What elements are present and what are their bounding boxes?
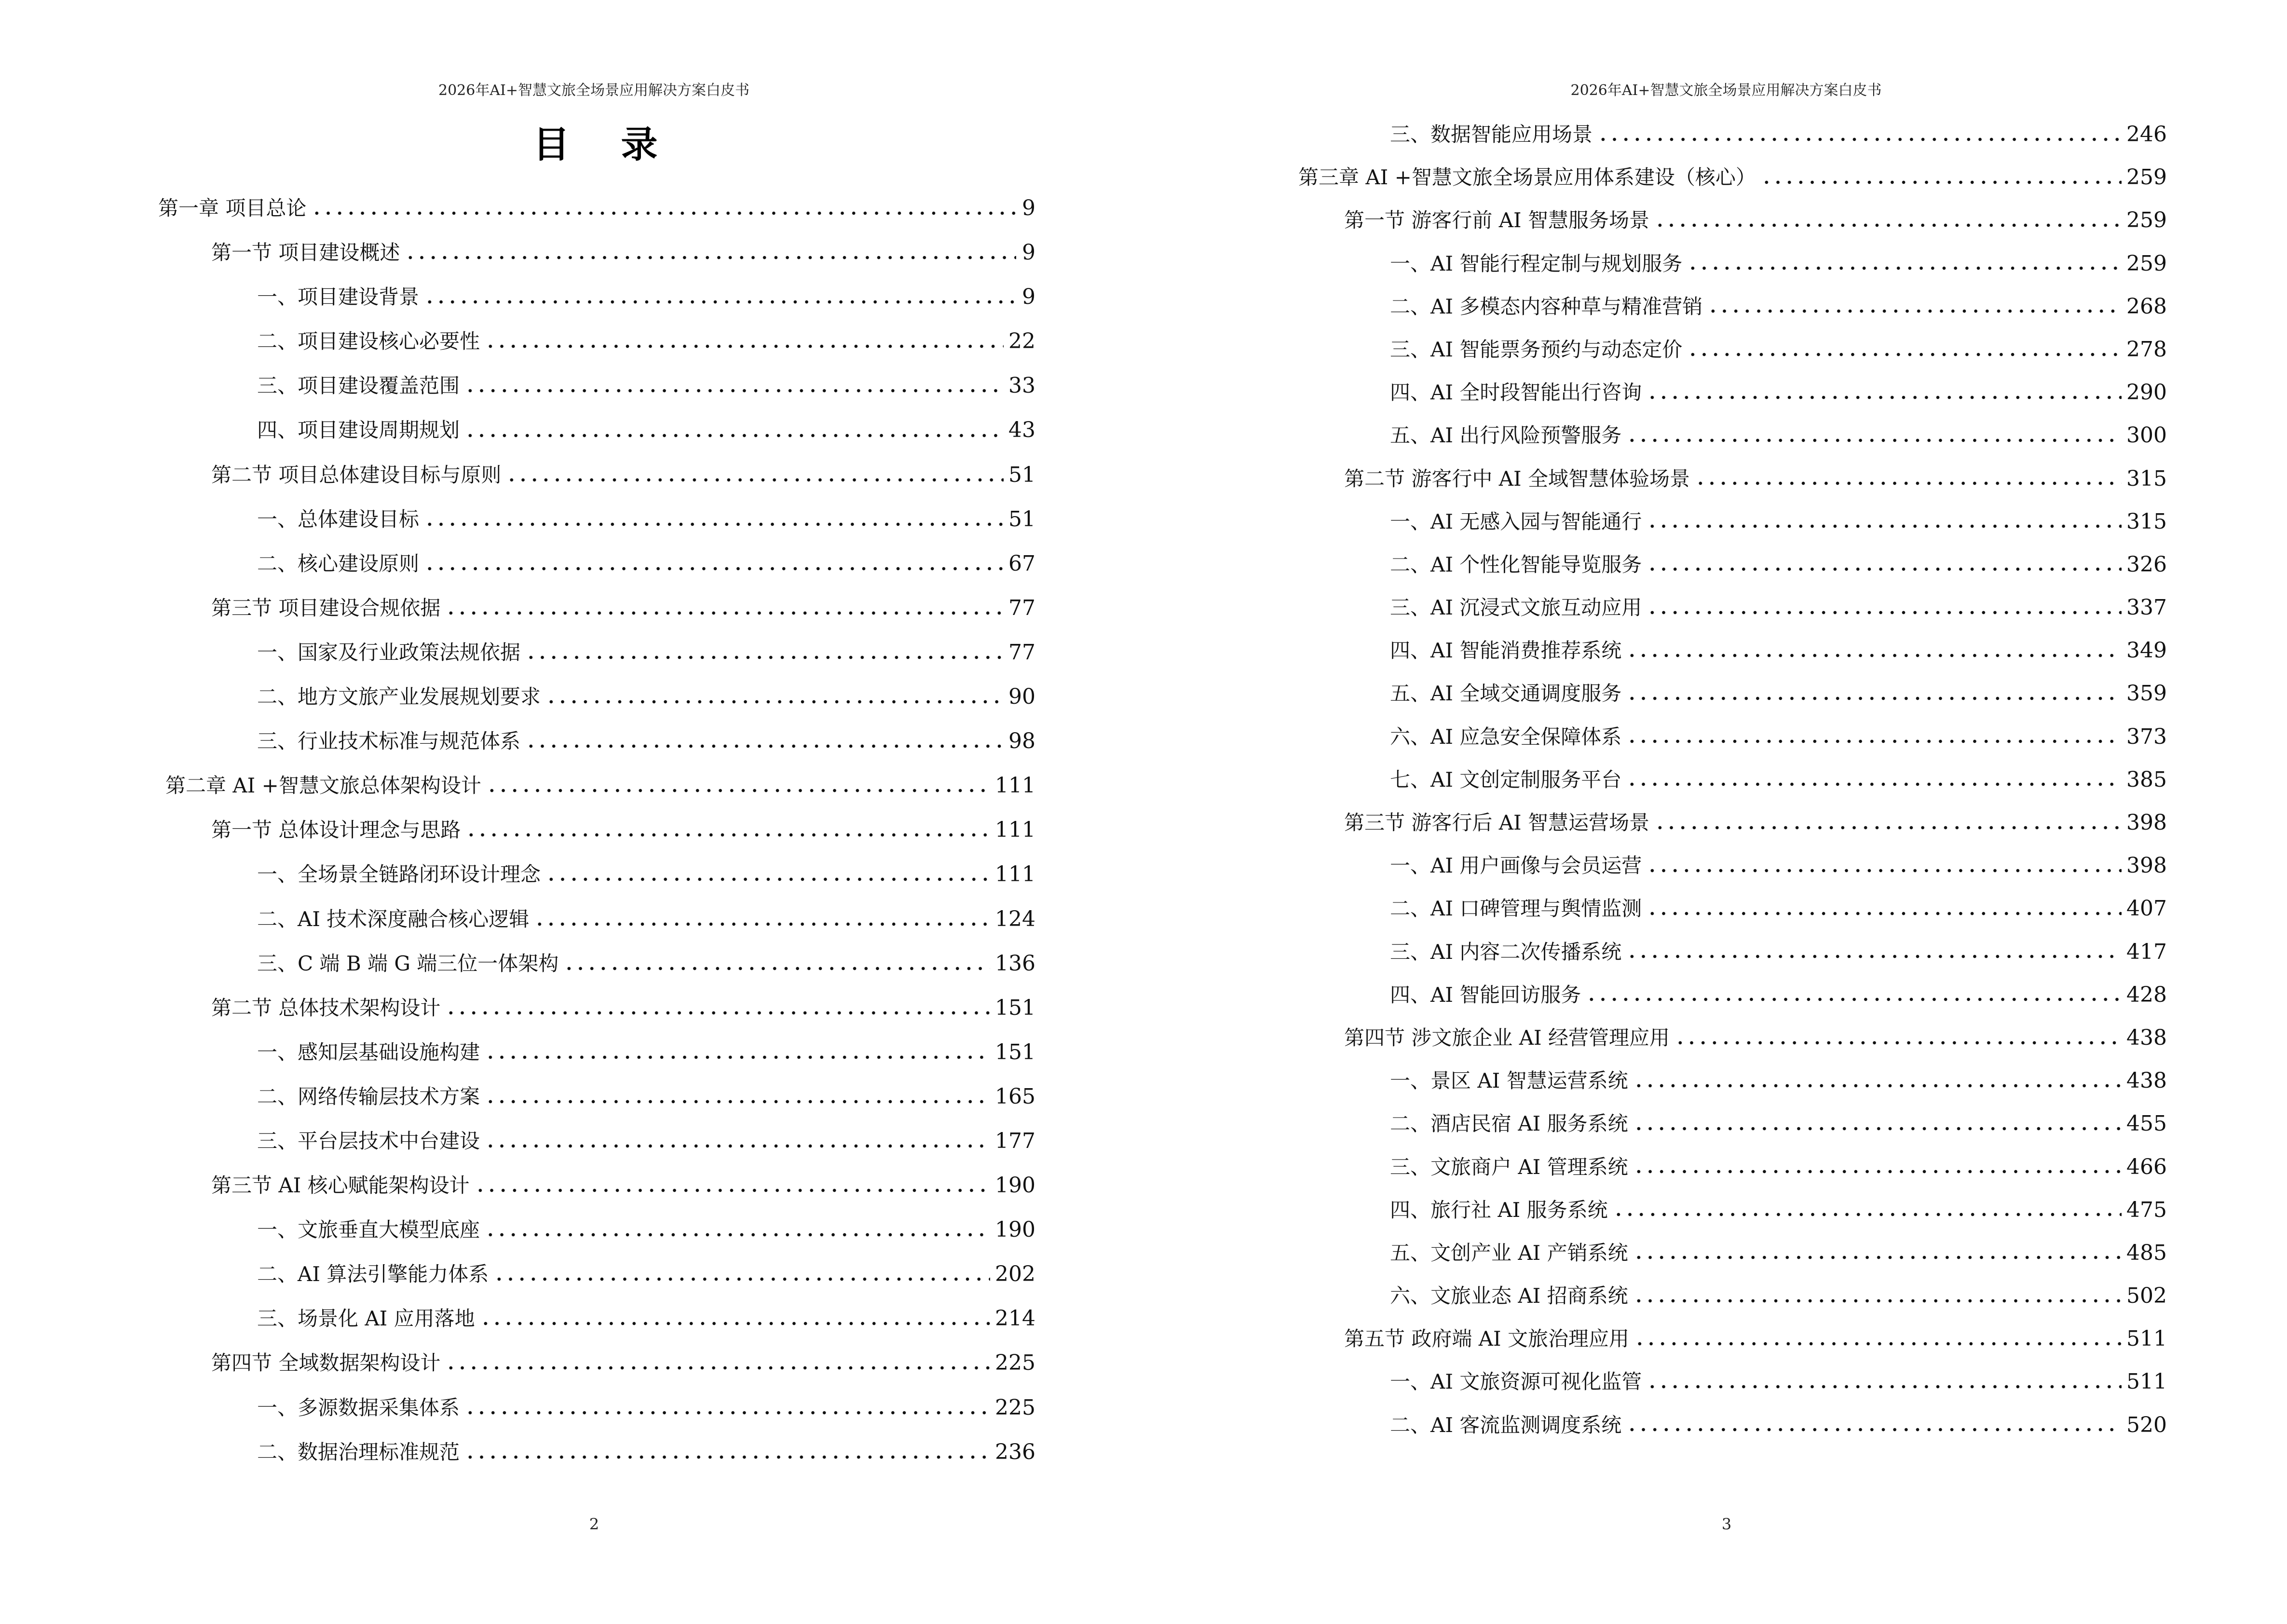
- toc-subsection-entry[interactable]: [1298, 1188, 2167, 1231]
- toc-subsection-entry[interactable]: [1298, 414, 2167, 457]
- toc-entry-label[interactable]: 第一节 项目建设概述: [211, 241, 400, 265]
- dot-leader: [534, 922, 990, 927]
- toc-page-number[interactable]: 111: [995, 818, 1035, 843]
- dot-leader: [485, 1144, 990, 1148]
- toc-entry-label[interactable]: 二、项目建设核心必要性: [257, 329, 480, 354]
- dot-leader: [1626, 653, 2122, 658]
- toc-entry-label[interactable]: 第一章 项目总论: [158, 196, 307, 220]
- toc-subsection-entry[interactable]: [158, 1296, 1035, 1341]
- toc-entry-label[interactable]: 二、AI 算法引擎能力体系: [257, 1262, 489, 1286]
- toc-subsection-entry[interactable]: [1298, 1231, 2167, 1274]
- toc-page-number[interactable]: 190: [995, 1217, 1035, 1242]
- toc-entry-label[interactable]: 六、AI 应急安全保障体系: [1390, 724, 1622, 749]
- toc-entry-label[interactable]: 三、文旅商户 AI 管理系统: [1390, 1155, 1628, 1179]
- toc-page-number[interactable]: 51: [1008, 506, 1035, 532]
- toc-entry-label[interactable]: 第三节 项目建设合规依据: [211, 596, 441, 620]
- toc-page-number[interactable]: 225: [995, 1351, 1035, 1376]
- dot-leader: [525, 655, 1004, 660]
- toc-list: [1298, 113, 2167, 1447]
- toc-entry-label[interactable]: 第二章 AI +智慧文旅总体架构设计: [165, 774, 481, 798]
- dot-leader: [445, 611, 1004, 615]
- toc-entry-label[interactable]: 四、项目建设周期规划: [257, 418, 460, 442]
- dot-leader: [1647, 1384, 2122, 1389]
- toc-subsection-entry[interactable]: [1298, 500, 2167, 543]
- toc-subsection-entry[interactable]: [158, 275, 1035, 319]
- toc-entry-label[interactable]: 一、文旅垂直大模型底座: [257, 1218, 480, 1242]
- toc-page-number[interactable]: 259: [2126, 165, 2167, 190]
- toc-page-number[interactable]: 259: [2126, 251, 2167, 276]
- toc-entry-label[interactable]: 第三节 AI 核心赋能架构设计: [211, 1174, 470, 1198]
- dot-leader: [485, 1099, 990, 1104]
- toc-entry-label[interactable]: 五、AI 出行风险预警服务: [1390, 423, 1622, 448]
- toc-entry-label[interactable]: 第二节 游客行中 AI 全域智慧体验场景: [1344, 466, 1690, 491]
- toc-subsection-entry[interactable]: [158, 630, 1035, 675]
- toc-section-entry[interactable]: [158, 1341, 1035, 1385]
- toc-entry-label[interactable]: 二、酒店民宿 AI 服务系统: [1390, 1112, 1628, 1136]
- toc-subsection-entry[interactable]: [158, 542, 1035, 586]
- page-right: [1144, 0, 2287, 1624]
- toc-page-number[interactable]: 485: [2126, 1240, 2167, 1265]
- dot-leader: [424, 300, 1016, 304]
- dot-leader: [1626, 438, 2122, 443]
- toc-entry-label[interactable]: 第四节 全域数据架构设计: [211, 1351, 441, 1375]
- toc-entry-label[interactable]: 二、网络传输层技术方案: [257, 1084, 480, 1108]
- dot-leader: [1626, 739, 2122, 744]
- toc-entry-label[interactable]: 一、景区 AI 智慧运营系统: [1390, 1069, 1628, 1093]
- toc-entry-label[interactable]: 第三章 AI +智慧文旅全场景应用体系建设（核心）: [1298, 165, 1756, 190]
- dot-leader: [1597, 137, 2122, 142]
- toc-entry-label[interactable]: 二、AI 多模态内容种草与精准营销: [1390, 294, 1703, 318]
- toc-entry-label[interactable]: 七、AI 文创定制服务平台: [1390, 767, 1622, 792]
- toc-subsection-entry[interactable]: [1298, 672, 2167, 715]
- toc-subsection-entry[interactable]: [1298, 371, 2167, 414]
- toc-page-number[interactable]: 77: [1008, 595, 1035, 620]
- toc-page-number[interactable]: 225: [995, 1395, 1035, 1420]
- toc-page-number[interactable]: 77: [1008, 640, 1035, 665]
- toc-entry-label[interactable]: 四、AI 智能回访服务: [1390, 983, 1581, 1007]
- dot-leader: [1626, 1427, 2122, 1432]
- toc-page-number[interactable]: 214: [995, 1306, 1035, 1331]
- toc-subsection-entry[interactable]: [158, 942, 1035, 986]
- toc-subsection-entry[interactable]: [158, 897, 1035, 942]
- dot-leader: [424, 522, 1004, 527]
- toc-entry-label[interactable]: 第四节 涉文旅企业 AI 经营管理应用: [1344, 1025, 1670, 1050]
- dot-leader: [1687, 266, 2122, 271]
- toc-page-number[interactable]: 90: [1008, 684, 1035, 710]
- toc-subsection-entry[interactable]: [1298, 973, 2167, 1016]
- toc-subsection-entry[interactable]: [1298, 285, 2167, 328]
- toc-entry-label[interactable]: 四、AI 智能消费推荐系统: [1390, 639, 1622, 663]
- toc-entry-label[interactable]: 二、数据治理标准规范: [257, 1440, 460, 1464]
- toc-entry-label[interactable]: 第一节 游客行前 AI 智慧服务场景: [1344, 208, 1649, 232]
- toc-page-number[interactable]: 398: [2126, 810, 2167, 835]
- toc-page-number[interactable]: 385: [2126, 767, 2167, 792]
- toc-subsection-entry[interactable]: [1298, 328, 2167, 371]
- toc-entry-label[interactable]: 二、地方文旅产业发展规划要求: [257, 685, 541, 709]
- dot-leader: [1647, 567, 2122, 572]
- dot-leader: [1674, 1040, 2122, 1045]
- dot-leader: [480, 1321, 990, 1326]
- toc-subsection-entry[interactable]: [158, 364, 1035, 408]
- toc-subsection-entry[interactable]: [158, 319, 1035, 364]
- toc-page-number[interactable]: 438: [2126, 1068, 2167, 1093]
- toc-page-number[interactable]: 475: [2126, 1197, 2167, 1222]
- dot-leader: [311, 211, 1016, 216]
- toc-page-number[interactable]: 268: [2126, 294, 2167, 319]
- toc-page-number[interactable]: 236: [995, 1439, 1035, 1464]
- dot-leader: [464, 1455, 990, 1460]
- toc-subsection-entry[interactable]: [158, 1252, 1035, 1296]
- toc-page-number[interactable]: 398: [2126, 853, 2167, 878]
- toc-page-number[interactable]: 520: [2126, 1412, 2167, 1437]
- toc-entry-label[interactable]: 三、平台层技术中台建设: [257, 1129, 480, 1153]
- toc-entry-label[interactable]: 一、总体建设目标: [257, 507, 420, 531]
- toc-subsection-entry[interactable]: [158, 852, 1035, 897]
- dot-leader: [1626, 782, 2122, 787]
- dot-leader: [464, 388, 1004, 393]
- toc-page-number[interactable]: 511: [2126, 1326, 2167, 1351]
- dot-leader: [563, 966, 990, 971]
- toc-entry-label[interactable]: 一、项目建设背景: [257, 285, 420, 309]
- toc-subsection-entry[interactable]: [1298, 758, 2167, 801]
- toc-subsection-entry[interactable]: [158, 1119, 1035, 1163]
- dot-leader: [1633, 1126, 2122, 1131]
- toc-page-number[interactable]: 51: [1008, 462, 1035, 487]
- toc-subsection-entry[interactable]: [158, 1430, 1035, 1474]
- dot-leader: [485, 1232, 990, 1237]
- toc-subsection-entry[interactable]: [1298, 844, 2167, 887]
- toc-entry-label[interactable]: 二、AI 客流监测调度系统: [1390, 1413, 1622, 1437]
- toc-page-number[interactable]: 151: [995, 1039, 1035, 1064]
- dot-leader: [1647, 395, 2122, 400]
- dot-leader: [1626, 954, 2122, 959]
- toc-entry-label[interactable]: 一、全场景全链路闭环设计理念: [257, 862, 541, 887]
- toc-subsection-entry[interactable]: [1298, 1102, 2167, 1145]
- toc-page-number[interactable]: 190: [995, 1173, 1035, 1198]
- toc-page-number[interactable]: 259: [2126, 208, 2167, 233]
- toc-page-number[interactable]: 9: [1022, 240, 1035, 265]
- toc-page-number[interactable]: 43: [1008, 418, 1035, 443]
- toc-entry-label[interactable]: 二、AI 技术深度融合核心逻辑: [257, 907, 530, 931]
- dot-leader: [1633, 1298, 2122, 1303]
- toc-entry-label[interactable]: 一、AI 智能行程定制与规划服务: [1390, 251, 1683, 275]
- toc-section-entry[interactable]: [1298, 199, 2167, 242]
- toc-subsection-entry[interactable]: [1298, 629, 2167, 672]
- toc-page-number[interactable]: 290: [2126, 380, 2167, 405]
- toc-page-number[interactable]: 33: [1008, 373, 1035, 398]
- toc-subsection-entry[interactable]: [1298, 113, 2167, 156]
- toc-page-number[interactable]: 315: [2126, 509, 2167, 534]
- dot-leader: [485, 1055, 990, 1060]
- toc-page-number[interactable]: 202: [995, 1262, 1035, 1287]
- toc-subsection-entry[interactable]: [158, 408, 1035, 452]
- toc-section-entry[interactable]: [1298, 1016, 2167, 1059]
- toc-page-number[interactable]: 502: [2126, 1283, 2167, 1309]
- toc-section-entry[interactable]: [1298, 1317, 2167, 1360]
- toc-entry-label[interactable]: 五、AI 全域交通调度服务: [1390, 682, 1622, 706]
- toc-page-number[interactable]: 136: [995, 951, 1035, 976]
- dot-leader: [1633, 1083, 2122, 1088]
- toc-entry-label[interactable]: 第一节 总体设计理念与思路: [211, 818, 461, 842]
- toc-page-number[interactable]: 315: [2126, 466, 2167, 491]
- dot-leader: [445, 1010, 990, 1015]
- toc-entry-label[interactable]: 一、感知层基础设施构建: [257, 1040, 480, 1064]
- dot-leader: [1687, 352, 2122, 357]
- toc-section-entry[interactable]: [158, 231, 1035, 275]
- dot-leader: [1761, 180, 2122, 185]
- dot-leader: [1654, 223, 2122, 228]
- toc-page-number[interactable]: 177: [995, 1128, 1035, 1153]
- toc-page-number[interactable]: 246: [2126, 122, 2167, 147]
- toc-subsection-entry[interactable]: [1298, 1404, 2167, 1447]
- toc-subsection-entry[interactable]: [1298, 887, 2167, 930]
- toc-entry-label[interactable]: 一、国家及行业政策法规依据: [257, 640, 521, 664]
- toc-title: 目 录: [533, 123, 677, 166]
- toc-page-number[interactable]: 349: [2126, 638, 2167, 663]
- toc-entry-label[interactable]: 第五节 政府端 AI 文旅治理应用: [1344, 1327, 1629, 1351]
- toc-page-number[interactable]: 98: [1008, 729, 1035, 754]
- toc-chapter-entry[interactable]: [158, 764, 1035, 808]
- dot-leader: [545, 699, 1004, 704]
- toc-page-number[interactable]: 278: [2126, 337, 2167, 362]
- dot-leader: [1695, 481, 2122, 486]
- toc-entry-label[interactable]: 二、核心建设原则: [257, 551, 420, 575]
- toc-entry-label[interactable]: 三、AI 内容二次传播系统: [1390, 940, 1622, 964]
- toc-entry-label[interactable]: 六、文旅业态 AI 招商系统: [1390, 1284, 1628, 1308]
- toc-subsection-entry[interactable]: [158, 1208, 1035, 1252]
- toc-subsection-entry[interactable]: [158, 719, 1035, 764]
- toc-entry-label[interactable]: 三、数据智能应用场景: [1390, 123, 1593, 146]
- toc-page-number[interactable]: 511: [2126, 1369, 2167, 1394]
- toc-entry-label[interactable]: 三、行业技术标准与规范体系: [257, 729, 521, 753]
- dot-leader: [493, 1277, 990, 1282]
- toc-page-number[interactable]: 67: [1008, 551, 1035, 576]
- dot-leader: [1633, 1255, 2122, 1260]
- toc-entry-label[interactable]: 第二节 项目总体建设目标与原则: [211, 463, 502, 487]
- toc-entry-label[interactable]: 三、项目建设覆盖范围: [257, 374, 460, 398]
- toc-subsection-entry[interactable]: [1298, 1360, 2167, 1403]
- toc-page-number[interactable]: 466: [2126, 1154, 2167, 1179]
- toc-list: [158, 186, 1035, 1474]
- dot-leader: [465, 832, 990, 837]
- dot-leader: [475, 1188, 990, 1193]
- toc-page-number[interactable]: 438: [2126, 1025, 2167, 1050]
- toc-subsection-entry[interactable]: [158, 1386, 1035, 1430]
- toc-entry-label[interactable]: 一、AI 文旅资源可视化监管: [1390, 1370, 1642, 1394]
- dot-leader: [1633, 1169, 2122, 1174]
- dot-leader: [1626, 696, 2122, 701]
- toc-page-number[interactable]: 373: [2126, 724, 2167, 749]
- toc-entry-label[interactable]: 五、文创产业 AI 产销系统: [1390, 1241, 1628, 1265]
- toc-entry-label[interactable]: 三、C 端 B 端 G 端三位一体架构: [257, 951, 559, 975]
- toc-section-entry[interactable]: [158, 986, 1035, 1030]
- toc-page-number[interactable]: 337: [2126, 595, 2167, 620]
- toc-subsection-entry[interactable]: [158, 1075, 1035, 1119]
- toc-entry-label[interactable]: 一、多源数据采集体系: [257, 1395, 460, 1419]
- toc-subsection-entry[interactable]: [1298, 242, 2167, 285]
- toc-entry-label[interactable]: 四、旅行社 AI 服务系统: [1390, 1198, 1608, 1222]
- dot-leader: [486, 788, 990, 793]
- dot-leader: [485, 344, 1004, 349]
- toc-page-number[interactable]: 417: [2126, 939, 2167, 964]
- page-number: 2: [589, 1515, 599, 1533]
- running-header: 2026年AI+智慧文旅全场景应用解决方案白皮书: [1570, 82, 1882, 99]
- toc-subsection-entry[interactable]: [1298, 1146, 2167, 1188]
- toc-page-number[interactable]: 428: [2126, 982, 2167, 1007]
- toc-chapter-entry[interactable]: [1298, 156, 2167, 199]
- toc-subsection-entry[interactable]: [1298, 1059, 2167, 1102]
- toc-entry-label[interactable]: 一、AI 无感入园与智能通行: [1390, 509, 1642, 533]
- toc-page-number[interactable]: 111: [995, 862, 1035, 887]
- toc-page-number[interactable]: 9: [1022, 196, 1035, 220]
- dot-leader: [464, 433, 1004, 438]
- page-number: 3: [1721, 1515, 1732, 1533]
- dot-leader: [1647, 911, 2122, 916]
- toc-subsection-entry[interactable]: [1298, 543, 2167, 586]
- toc-page-number[interactable]: 9: [1022, 285, 1035, 310]
- dot-leader: [464, 1410, 990, 1415]
- toc-entry-label[interactable]: 第三节 游客行后 AI 智慧运营场景: [1344, 811, 1649, 834]
- dot-leader: [545, 877, 990, 882]
- toc-page-number[interactable]: 22: [1008, 329, 1035, 354]
- running-header: 2026年AI+智慧文旅全场景应用解决方案白皮书: [438, 82, 749, 99]
- dot-leader: [405, 255, 1016, 260]
- dot-leader: [1654, 825, 2122, 830]
- toc-entry-label[interactable]: 第二节 总体技术架构设计: [211, 996, 441, 1020]
- toc-section-entry[interactable]: [158, 808, 1035, 852]
- dot-leader: [525, 744, 1004, 749]
- toc-subsection-entry[interactable]: [1298, 930, 2167, 973]
- toc-page-number[interactable]: 165: [995, 1084, 1035, 1109]
- dot-leader: [1647, 610, 2122, 615]
- dot-leader: [1634, 1341, 2122, 1346]
- toc-entry-label[interactable]: 四、AI 全时段智能出行咨询: [1390, 381, 1642, 405]
- toc-page-number[interactable]: 359: [2126, 681, 2167, 706]
- toc-page-number[interactable]: 151: [995, 995, 1035, 1020]
- toc-section-entry[interactable]: [1298, 457, 2167, 500]
- toc-subsection-entry[interactable]: [158, 1030, 1035, 1075]
- toc-subsection-entry[interactable]: [1298, 586, 2167, 629]
- toc-section-entry[interactable]: [158, 586, 1035, 630]
- toc-page-number[interactable]: 326: [2126, 552, 2167, 577]
- toc-entry-label[interactable]: 二、AI 个性化智能导览服务: [1390, 552, 1642, 576]
- toc-entry-label[interactable]: 三、AI 智能票务预约与动态定价: [1390, 337, 1683, 361]
- toc-page-number[interactable]: 111: [995, 773, 1035, 798]
- toc-entry-label[interactable]: 三、AI 沉浸式文旅互动应用: [1390, 596, 1642, 620]
- dot-leader: [1647, 868, 2122, 873]
- dot-leader: [1586, 997, 2122, 1002]
- toc-subsection-entry[interactable]: [1298, 715, 2167, 758]
- toc-entry-label[interactable]: 二、AI 口碑管理与舆情监测: [1390, 897, 1642, 921]
- toc-subsection-entry[interactable]: [1298, 1274, 2167, 1317]
- toc-page-number[interactable]: 407: [2126, 896, 2167, 921]
- toc-subsection-entry[interactable]: [158, 497, 1035, 542]
- toc-entry-label[interactable]: 三、场景化 AI 应用落地: [257, 1307, 475, 1331]
- toc-chapter-entry[interactable]: [158, 186, 1035, 231]
- dot-leader: [445, 1365, 990, 1370]
- toc-section-entry[interactable]: [158, 453, 1035, 497]
- toc-page-number[interactable]: 300: [2126, 423, 2167, 448]
- dot-leader: [506, 478, 1004, 482]
- toc-section-entry[interactable]: [1298, 801, 2167, 844]
- toc-page-number[interactable]: 124: [995, 906, 1035, 931]
- dot-leader: [1613, 1212, 2122, 1217]
- toc-page-number[interactable]: 455: [2126, 1111, 2167, 1136]
- dot-leader: [424, 566, 1004, 571]
- toc-entry-label[interactable]: 一、AI 用户画像与会员运营: [1390, 854, 1642, 878]
- dot-leader: [1707, 309, 2122, 314]
- toc-subsection-entry[interactable]: [158, 675, 1035, 719]
- dot-leader: [1647, 524, 2122, 529]
- toc-section-entry[interactable]: [158, 1163, 1035, 1208]
